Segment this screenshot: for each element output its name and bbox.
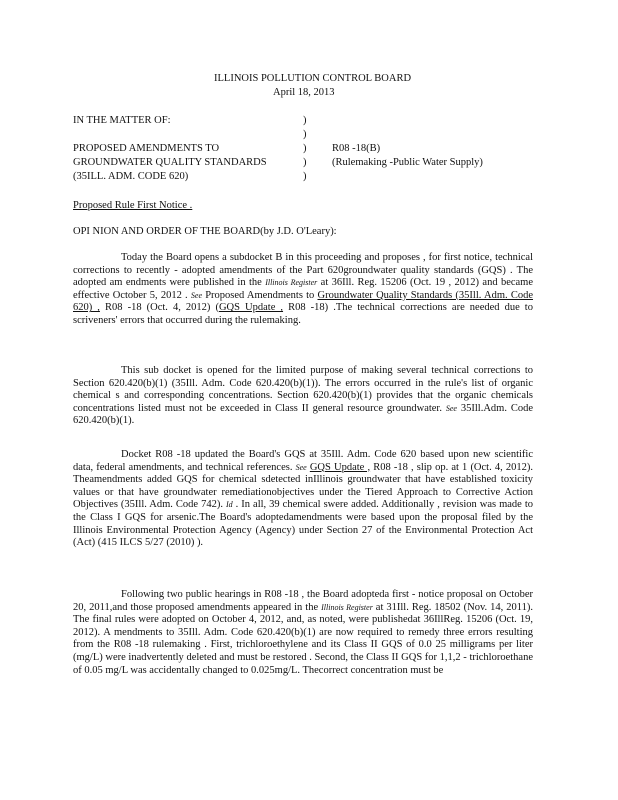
- notice-heading: Proposed Rule First Notice .: [73, 200, 193, 211]
- paragraph-2: This sub docket is opened for the limited purpose of making several technical corrections to Section 620.420(b)(1) (35Ill. Adm. Code 620.420(b)(1)). The errors occurred in the rule's list of organic chemical s and corresponding concentrations. Section 620.420(b)(1) provides that the organic chemicals concentrations listed must not be exceeded in Class II general resource groundwater. See 35Ill.Adm. Code 620.420(b)(1).: [73, 365, 533, 427]
- paragraph-1: Today the Board opens a subdocket B in this proceeding and proposes , for first notice, technical corrections to recently - adopted amendments of the Part 620groundwater quality standards (GQS) . The adopted am endments were published in the Illinois Register at 36Ill. Reg. 15206 (Oct. 19 , 2012) and became effective October 5, 2012 . See Proposed Amendments to Groundwater Quality Standards (35Ill. Adm. Code 620) , R08 -18 (Oct. 4, 2012) (GQS Update , R08 -18) .The technical corrections are needed due to scriveners' errors that occurred during the rulemaking.: [73, 252, 534, 326]
- caption-title-line-2: GROUNDWATER QUALITY STANDARDS: [73, 157, 267, 168]
- caption-paren: ): [303, 143, 307, 154]
- rulemaking-type: (Rulemaking -Public Water Supply): [332, 157, 483, 168]
- paragraph-3: Docket R08 -18 updated the Board's GQS at 35Ill. Adm. Code 620 based upon new scientific data, federal amendments, and technical references. See GQS Update , R08 -18 , slip op. at 1 (Oct. 4, 2012). Theamendments added GQS for chemical sdetected inIllinois groundwater that have established toxicity values or that have groundwater remediationobjectives under the Tiered Approach to Corrective Action Objectives (35Ill. Adm. Code 742). Id . In all, 39 chemical swere added. Additionally , revision was made to the Class I GQS for arsenic.The Board's adoptedamendments were based upon the proposal filed by the Illinois Environmental Protection Agency (Agency) under Section 27 of the Environmental Protection Act (Act) (415 ILCS 5/27 (2010) ).: [73, 449, 534, 549]
- board-name: ILLINOIS POLLUTION CONTROL BOARD: [214, 73, 412, 84]
- docket-number: R08 -18(B): [332, 143, 381, 154]
- caption-paren: ): [303, 171, 307, 182]
- caption-paren: ): [303, 129, 307, 140]
- caption-title-line-3: (35ILL. ADM. CODE 620): [73, 171, 189, 182]
- caption-title-line-1: PROPOSED AMENDMENTS TO: [73, 143, 220, 154]
- matter-label: IN THE MATTER OF:: [73, 115, 171, 126]
- paragraph-4: Following two public hearings in R08 -18 , the Board adopteda first - notice proposal on October 20, 2011,and those proposed amendments appeared in the Illinois Register at 31Ill. Reg. 18502 (Nov. 14, 2011). The final rules were adopted on October 4, 2012, and, as noted, were publishedat 36IllReg. 15206 (Oct. 19, 2012). A mendments to 35Ill. Adm. Code 620.420(b)(1) are now required to remedy three errors resulting from the R08 -18 rulemaking . First, trichloroethylene and its Class II GQS of 0.0 25 milligrams per liter (mg/L) were inadvertently deleted and must be restored . Second, the Class II GQS for 1,1,2 - trichloroethane of 0.05 mg/L was accidentally changed to 0.025mg/L. Thecorrect concentration must be: [73, 589, 533, 676]
- opinion-heading: OPI NION AND ORDER OF THE BOARD(by J.D. O'Leary):: [73, 226, 337, 237]
- caption-paren: ): [303, 115, 307, 126]
- caption-paren: ): [303, 157, 307, 168]
- order-date: April 18, 2013: [273, 87, 335, 98]
